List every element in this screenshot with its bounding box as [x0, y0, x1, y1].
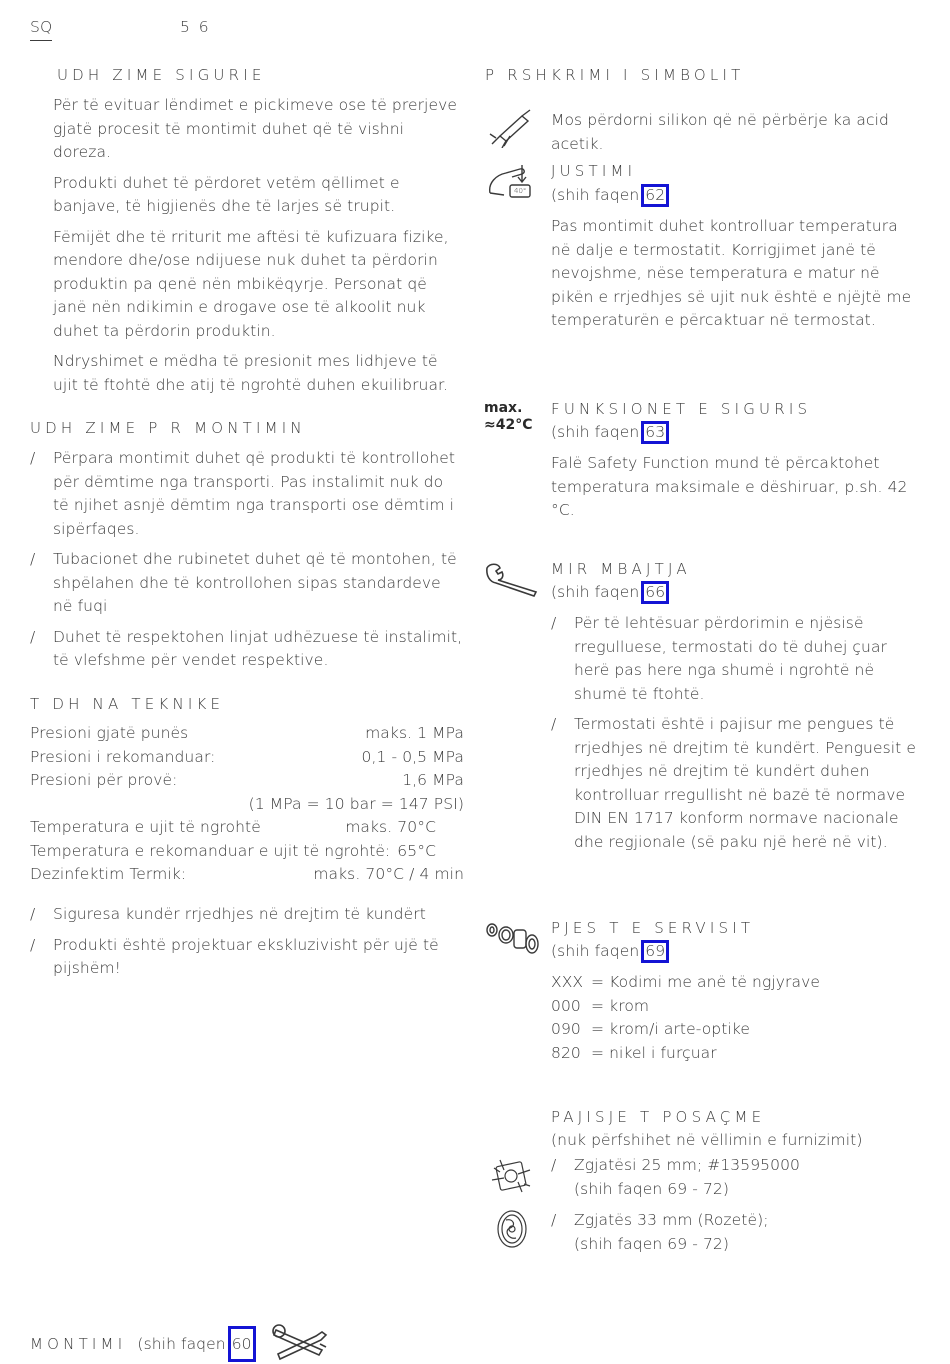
list-item: XXX = Kodimi me anë të ngjyrave [551, 973, 821, 991]
technical-table [30, 722, 464, 887]
list-item: / Përpara montimit duhet që produkti të kontrollohet për dëmtime nga transporti. Pas instalimit nuk do të njihet asnjë dëmtim nga transporti ose dëmtim i sipërfaqes. [30, 449, 456, 538]
page-link-60[interactable]: 60 [228, 1326, 256, 1362]
temperature-label: 40° [514, 187, 527, 195]
list-item: / Termostati është i pajisur me pengues të rrjedhjes në drejtim të kundërt. Penguesit e rrjedhjes në drejtim të kundërt duhen kontrolluar rregullisht në bazë të normave DIN EN 1717 konform normave nacionale dhe regjionale (së paku një herë në vit). [551, 715, 917, 851]
list-item: 820 = nikel i furçuar [551, 1043, 717, 1062]
service-parts-heading: PJES T E SERVISIT [551, 919, 755, 937]
technical-heading: T DH NA TEKNIKE [30, 695, 225, 713]
wrench-icon [484, 562, 540, 598]
accessories-list [551, 1154, 911, 1263]
max-temp-icon: max. ≈42°C [484, 400, 533, 433]
list-item: / Produkti është projektuar ekskluzivisht për ujë të pijshëm! [30, 935, 439, 977]
silicone-warning: Mos përdorni silikon që në përbërje ka acid acetik. [551, 111, 889, 153]
mounting-list [30, 447, 463, 680]
mounting-heading: UDH ZIME P R MONTIMIN [30, 419, 306, 437]
table-row: Presioni për provë: 1,6 MPa [30, 771, 464, 789]
table-row: Dezinfektim Termik: maks. 70°C / 4 min [30, 865, 464, 883]
list-item: / Zgjatës 33 mm (Rozetë); (shih faqen 69 - 72) [551, 1211, 769, 1253]
color-codes [551, 971, 911, 1065]
list-item: / Siguresa kundër rrjedhjes në drejtim të kundërt [30, 905, 426, 923]
page-link-66[interactable]: 66 [641, 581, 669, 604]
table-row: (1 MPa = 10 bar = 147 PSI) [248, 794, 464, 813]
page-header [30, 16, 330, 41]
service-parts-see-page: (shih faqen 69 [551, 940, 669, 964]
service-parts-icon [484, 918, 542, 958]
maintenance-list [551, 612, 923, 861]
accessories-heading: PAJISJE T POSAÇME [551, 1108, 766, 1126]
table-row: Temperatura e rekomanduar e ujit të ngrohtë: 65°C [30, 841, 436, 860]
see-page-text: (shih faqen [137, 1335, 226, 1353]
technical-notes [30, 903, 463, 988]
safety-paragraph: Fëmijët dhe të rriturit me aftësi të kufizuara fizike, mendore dhe/ose ndijuese nuk duhet ta përdorin produktin pa qenë nën mbikëqyrje. Personat që janë nën ndikimin e drogave ose të alkoolit nuk duhet ta përdorin produktin. [53, 227, 449, 340]
safety-functions-text: Falë Safety Function mund të përcaktohet temperatura maksimale e dëshiruar, p.sh. 42 °C. [551, 454, 908, 519]
safety-paragraph: Produkti duhet të përdoret vetëm qëllimet e banjave, të higjienës dhe të larjes së trupit. [53, 173, 400, 215]
safety-functions-see-page: (shih faqen 63 [551, 421, 669, 445]
adjust-text: Pas montimit duhet kontrolluar temperatura në dalje e termostatit. Korrigjimet janë të nevojshme, nëse temperatura e matur në pikën e rrjedhjes së ujit nuk është e njëjtë me temperaturën e përcaktuar në termostat. [551, 217, 912, 329]
accessories-subtitle: (nuk përfshihet në vëllimin e furnizimit) [551, 1131, 863, 1149]
list-item: 090 = krom/i arte-optike [551, 1020, 750, 1038]
safety-paragraph: Për të evituar lëndimet e pickimeve ose të prerjeve gjatë procesit të montimit duhet që të vishni doreza. [53, 96, 458, 161]
safety-paragraph: Ndryshimet e mëdha të presionit mes lidhjeve të ujit të ftohtë dhe atij të ngrohtë duhen ekuilibruar. [53, 352, 449, 394]
table-row: Presioni gjatë punës maks. 1 MPa [30, 724, 464, 742]
language-code: SQ [30, 17, 52, 41]
page-link-63[interactable]: 63 [641, 421, 669, 444]
adjust-heading: JUSTIMI [551, 162, 637, 180]
montimi-heading: MONTIMI [30, 1335, 127, 1353]
list-item: / Tubacionet dhe rubinetet duhet që të montohen, të shpëlahen dhe të kontrollohen sipas standardeve në fuqi [30, 550, 457, 615]
table-row: Temperatura e ujit të ngrohtë maks. 70°C [30, 818, 436, 836]
safety-section [53, 94, 463, 404]
silicone-gun-icon [486, 108, 534, 148]
list-item: / Duhet të respektohen linjat udhëzuese të instalimit, të vlefshme për vendet respektive. [30, 627, 463, 669]
tools-icon [270, 1322, 330, 1362]
table-row: Presioni i rekomanduar: 0,1 - 0,5 MPa [30, 747, 464, 766]
page-number: 5 6 [180, 18, 211, 36]
rosette-extension-icon [494, 1208, 530, 1250]
safety-heading: UDH ZIME SIGURIE [57, 66, 266, 84]
symbols-heading: P RSHKRIMI I SIMBOLIT [485, 66, 745, 84]
list-item: 000 = krom [551, 996, 650, 1015]
list-item: / Për të lehtësuar përdorimin e njësisë rregulluese, termostati do të duhej çuar herë pas here nga shumë i ngrohtë në shumë të ftohtë. [551, 614, 888, 703]
page-link-69[interactable]: 69 [641, 940, 669, 963]
list-item: / Zgjatësi 25 mm; #13595000 (shih faqen 69 - 72) [551, 1156, 801, 1198]
montimi-footer [30, 1326, 256, 1362]
maintenance-see-page: (shih faqen 66 [551, 581, 669, 605]
maintenance-heading: MIR MBAJTJA [551, 560, 691, 578]
extension-icon [490, 1156, 532, 1196]
safety-functions-heading: FUNKSIONET E SIGURIS [551, 400, 812, 418]
adjust-see-page: (shih faqen 62 [551, 184, 669, 208]
page-link-62[interactable]: 62 [641, 184, 669, 207]
hand-thermostat-icon [486, 163, 536, 205]
